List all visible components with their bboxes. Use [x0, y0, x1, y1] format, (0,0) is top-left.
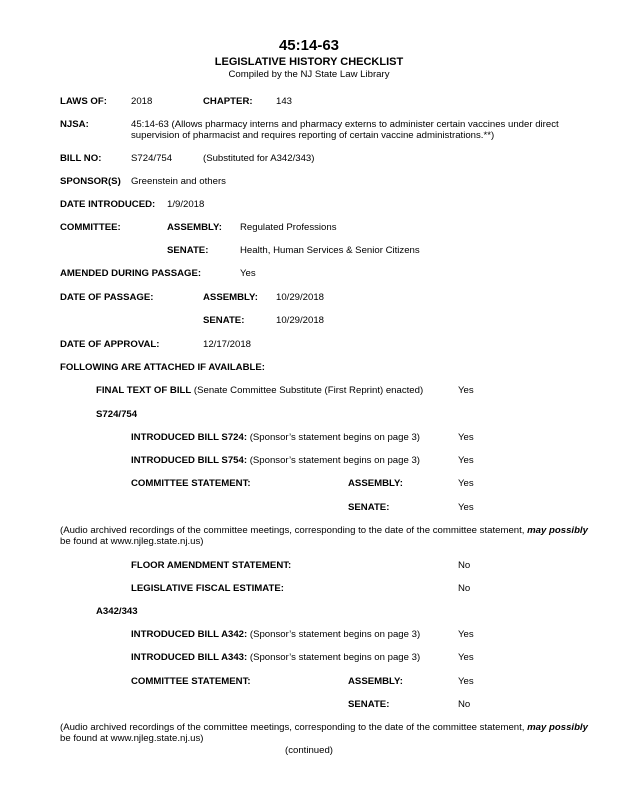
- sponsors-value: Greenstein and others: [131, 176, 226, 187]
- approval-label: DATE OF APPROVAL:: [60, 339, 160, 350]
- s-intro-2-row: [131, 455, 420, 467]
- sponsors-label: SPONSOR(S): [60, 176, 121, 187]
- s-intro-2-note: (Sponsor’s statement begins on page 3): [247, 455, 421, 466]
- s-audio-emphasis: may possibly: [527, 525, 588, 536]
- committee-assembly-label: ASSEMBLY:: [167, 222, 222, 233]
- committee-assembly-value: Regulated Professions: [240, 222, 337, 233]
- fiscal-estimate-label: LEGISLATIVE FISCAL ESTIMATE:: [131, 583, 284, 594]
- final-text-label: FINAL TEXT OF BILL: [96, 385, 192, 396]
- a-audio-emphasis: may possibly: [527, 722, 588, 733]
- s-senate-value: Yes: [458, 502, 474, 513]
- s-committee-label: COMMITTEE STATEMENT:: [131, 478, 251, 489]
- a-assembly-value: Yes: [458, 676, 474, 687]
- laws-of-label: LAWS OF:: [60, 96, 107, 107]
- date-introduced-label: DATE INTRODUCED:: [60, 199, 156, 210]
- njsa-label: NJSA:: [60, 119, 89, 130]
- s-intro-1-note: (Sponsor’s statement begins on page 3): [247, 432, 421, 443]
- passage-assembly-value: 10/29/2018: [276, 292, 325, 303]
- document-title: 45:14-63: [278, 37, 340, 54]
- s-audio-line-2: be found at www.njleg.state.nj.us): [60, 536, 204, 547]
- fiscal-estimate-value: No: [458, 583, 471, 594]
- a-senate-label: SENATE:: [348, 699, 390, 710]
- s-intro-2-value: Yes: [458, 455, 474, 466]
- continued-note: (continued): [285, 745, 333, 756]
- a-intro-2-note: (Sponsor’s statement begins on page 3): [247, 652, 421, 663]
- final-text-note: (Senate Committee Substitute (First Reprint) enacted): [191, 385, 424, 396]
- passage-senate-label: SENATE:: [203, 315, 245, 326]
- final-text-row: [96, 385, 423, 397]
- njsa-line-1: 45:14-63 (Allows pharmacy interns and pharmacy externs to administer certain vaccines under direct: [131, 119, 559, 130]
- s-intro-1-value: Yes: [458, 432, 474, 443]
- committee-senate-value: Health, Human Services & Senior Citizens: [240, 245, 420, 256]
- document-subtitle: LEGISLATIVE HISTORY CHECKLIST: [214, 56, 404, 68]
- a-assembly-label: ASSEMBLY:: [348, 676, 403, 687]
- bill-no-note: (Substituted for A342/343): [203, 153, 315, 164]
- a-intro-2-row: [131, 652, 420, 664]
- bill-no-value: S724/754: [131, 153, 173, 164]
- passage-senate-value: 10/29/2018: [276, 315, 325, 326]
- s-assembly-value: Yes: [458, 478, 474, 489]
- a-intro-2-label: INTRODUCED BILL A343:: [131, 652, 248, 663]
- committee-label: COMMITTEE:: [60, 222, 121, 233]
- chapter-label: CHAPTER:: [203, 96, 253, 107]
- chapter-value: 143: [276, 96, 293, 107]
- bill-no-label: BILL NO:: [60, 153, 102, 164]
- s-senate-label: SENATE:: [348, 502, 390, 513]
- a-senate-value: No: [458, 699, 471, 710]
- committee-senate-label: SENATE:: [167, 245, 209, 256]
- a-intro-1-value: Yes: [458, 629, 474, 640]
- final-text-value: Yes: [458, 385, 474, 396]
- passage-label: DATE OF PASSAGE:: [60, 292, 154, 303]
- a-intro-2-value: Yes: [458, 652, 474, 663]
- a-intro-1-note: (Sponsor’s statement begins on page 3): [247, 629, 421, 640]
- amended-value: Yes: [240, 268, 256, 279]
- approval-value: 12/17/2018: [203, 339, 252, 350]
- a-intro-1-row: [131, 629, 420, 641]
- compiled-by: Compiled by the NJ State Law Library: [228, 69, 390, 80]
- floor-amendment-value: No: [458, 560, 471, 571]
- s-group-heading: S724/754: [96, 409, 138, 420]
- attached-heading: FOLLOWING ARE ATTACHED IF AVAILABLE:: [60, 362, 265, 373]
- passage-assembly-label: ASSEMBLY:: [203, 292, 258, 303]
- a-intro-1-label: INTRODUCED BILL A342:: [131, 629, 248, 640]
- a-audio-text: (Audio archived recordings of the committee meetings, corresponding to the date of the committee statement,: [60, 722, 528, 733]
- s-assembly-label: ASSEMBLY:: [348, 478, 403, 489]
- date-introduced-value: 1/9/2018: [167, 199, 205, 210]
- a-group-heading: A342/343: [96, 606, 138, 617]
- a-audio-line-2: be found at www.njleg.state.nj.us): [60, 733, 204, 744]
- s-audio-text: (Audio archived recordings of the committee meetings, corresponding to the date of the committee statement,: [60, 525, 528, 536]
- floor-amendment-label: FLOOR AMENDMENT STATEMENT:: [131, 560, 292, 571]
- njsa-line-2: supervision of pharmacist and requires reporting of certain vaccine administrations.**): [131, 130, 495, 141]
- s-intro-1-label: INTRODUCED BILL S724:: [131, 432, 248, 443]
- laws-of-value: 2018: [131, 96, 153, 107]
- amended-label: AMENDED DURING PASSAGE:: [60, 268, 202, 279]
- s-intro-2-label: INTRODUCED BILL S754:: [131, 455, 248, 466]
- a-committee-label: COMMITTEE STATEMENT:: [131, 676, 251, 687]
- s-intro-1-row: [131, 432, 420, 444]
